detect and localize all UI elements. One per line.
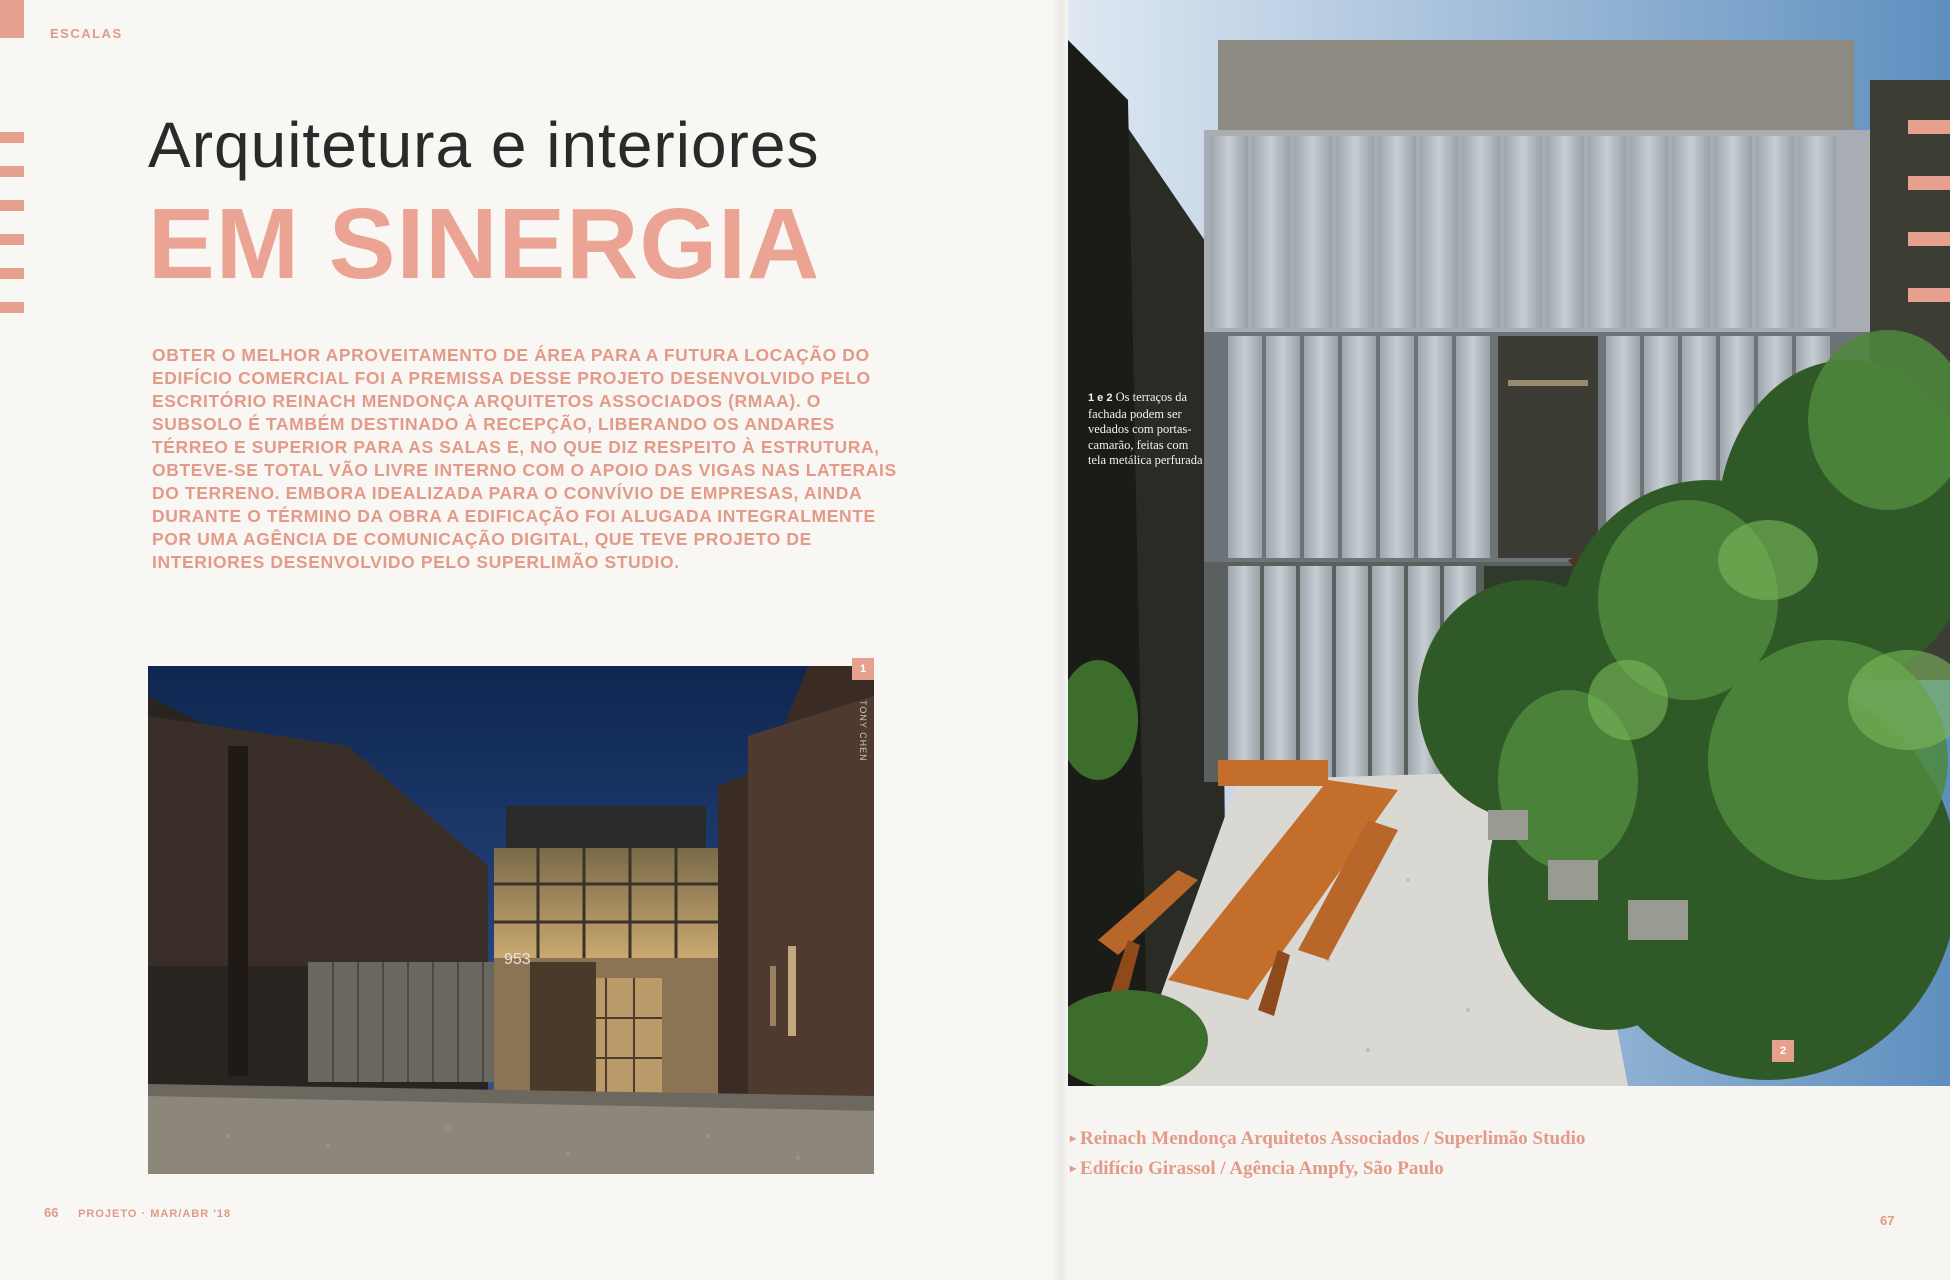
credits-architects-text: Reinach Mendonça Arquitetos Associados / Superlimão Studio <box>1080 1128 1586 1149</box>
photo-caption <box>1088 390 1206 469</box>
page-number-left: 66 <box>44 1205 59 1220</box>
section-tab-marker <box>0 0 24 38</box>
edge-stripe <box>0 132 24 143</box>
caption-number: 1 e 2 <box>1088 392 1113 404</box>
facade-garden-illustration <box>1068 0 1950 1086</box>
lead-paragraph: OBTER O MELHOR APROVEITAMENTO DE ÁREA PARA A FUTURA LOCAÇÃO DO EDIFÍCIO COMERCIAL FOI A PREMISSA DESSE PROJETO DESENVOLVIDO PELO ESCRITÓRIO REINACH MENDONÇA ARQUITETOS ASSOCIADOS (RMAA). O SUBSOLO É TAMBÉM DESTINADO À RECEPÇÃO, LIBERANDO OS ANDARES TÉRREO E SUPERIOR PARA AS SALAS E, NO QUE DIZ RESPEITO À ESTRUTURA, OBTEVE-SE TOTAL VÃO LIVRE INTERNO COM O APOIO DAS VIGAS NAS LATERAIS DO TERRENO. EMBORA IDEALIZADA PARA O CONVÍVIO DE EMPRESAS, AINDA DURANTE O TÉRMINO DA OBRA A EDIFICAÇÃO FOI ALUGADA INTEGRALMENTE POR UMA AGÊNCIA DE COMUNICAÇÃO DIGITAL, QUE TEVE PROJETO DE INTERIORES DESENVOLVIDO PELO SUPERLIMÃO STUDIO. <box>152 345 897 572</box>
edge-stripe <box>0 166 24 177</box>
headline-light: Arquitetura e interiores <box>148 109 820 181</box>
edge-stripe <box>0 268 24 279</box>
triangle-icon: ▸ <box>1070 1131 1077 1145</box>
building-dusk-illustration <box>148 666 874 1174</box>
publication-line: PROJETO · MAR/ABR '18 <box>78 1208 232 1220</box>
credits-project-text: Edifício Girassol / Agência Ampfy, São Paulo <box>1080 1158 1444 1179</box>
spread-gutter <box>1052 0 1068 1280</box>
credits-architects <box>1070 1128 1585 1150</box>
photo-number-badge: 1 <box>852 658 874 680</box>
photo-number-badge: 2 <box>1772 1040 1794 1062</box>
section-label: ESCALAS <box>50 26 123 41</box>
folio-left <box>44 1205 231 1220</box>
headline-bold: EM SINERGIA <box>148 188 821 300</box>
page-number-right: 67 <box>1880 1213 1895 1228</box>
credits-project <box>1070 1158 1444 1180</box>
triangle-icon: ▸ <box>1070 1161 1077 1175</box>
edge-stripe <box>0 302 24 313</box>
edge-stripe <box>0 200 24 211</box>
caption-text: Os terraços da fachada podem ser vedados com portas-camarão, feitas com tela metálica perfurada <box>1088 390 1203 467</box>
photo-credit: TONY CHEN <box>858 700 868 762</box>
photo-building-dusk <box>148 666 874 1174</box>
building-number: 953 <box>504 951 531 968</box>
photo-facade-garden <box>1068 0 1950 1086</box>
edge-stripe <box>0 234 24 245</box>
